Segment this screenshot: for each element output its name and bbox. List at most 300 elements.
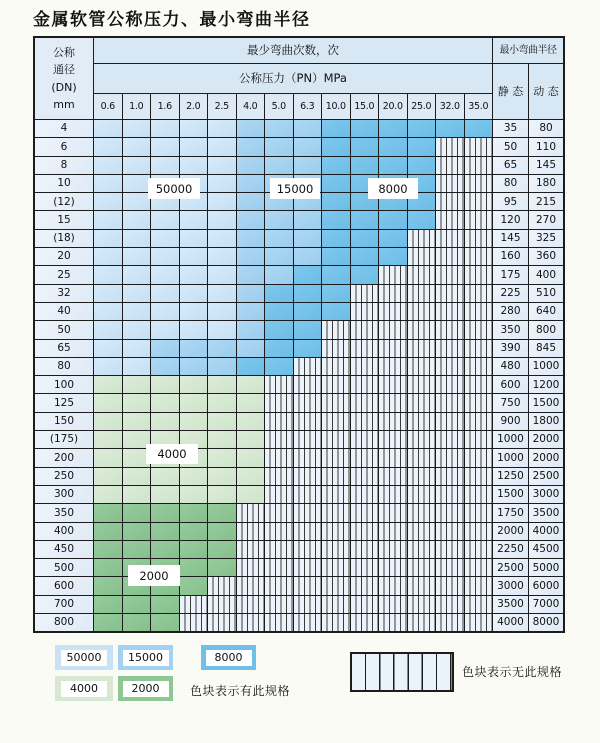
no-spec-cell — [351, 285, 379, 302]
spec-cell — [265, 266, 293, 283]
no-spec-cell — [294, 468, 322, 485]
no-spec-cell — [322, 486, 350, 503]
dn-cell: 450 — [35, 541, 93, 558]
dynamic-value-cell: 2000 — [529, 431, 563, 448]
no-spec-cell — [379, 596, 407, 613]
spec-cell — [208, 523, 236, 540]
dynamic-value-cell: 1500 — [529, 394, 563, 411]
spec-cell — [379, 211, 407, 228]
no-spec-cell — [265, 577, 293, 594]
page-title: 金属软管公称压力、最小弯曲半径 — [33, 10, 311, 30]
spec-cell — [94, 285, 122, 302]
no-spec-cell — [408, 230, 436, 247]
dynamic-value-cell: 400 — [529, 266, 563, 283]
spec-cell — [94, 431, 122, 448]
spec-cell — [322, 193, 350, 210]
legend-swatch-4000 — [55, 676, 113, 701]
spec-cell — [151, 138, 179, 155]
spec-cell — [322, 211, 350, 228]
static-value-cell: 3500 — [493, 596, 528, 613]
no-spec-cell — [294, 614, 322, 631]
no-spec-cell — [322, 376, 350, 393]
legend-swatch-50000 — [55, 645, 113, 670]
dynamic-value-cell: 2000 — [529, 449, 563, 466]
no-spec-cell — [379, 340, 407, 357]
no-spec-cell — [294, 394, 322, 411]
dynamic-value-cell: 2500 — [529, 468, 563, 485]
no-spec-cell — [294, 431, 322, 448]
no-spec-cell — [408, 394, 436, 411]
no-spec-cell — [237, 523, 265, 540]
no-spec-cell — [465, 577, 493, 594]
spec-cell — [151, 303, 179, 320]
no-spec-cell — [408, 431, 436, 448]
spec-cell — [208, 486, 236, 503]
no-spec-cell — [465, 321, 493, 338]
header-bend-cycles: 最少弯曲次数，次 — [94, 38, 492, 63]
no-spec-cell — [436, 340, 464, 357]
spec-cell — [94, 468, 122, 485]
static-value-cell: 1250 — [493, 468, 528, 485]
no-spec-cell — [208, 614, 236, 631]
no-spec-cell — [265, 431, 293, 448]
no-spec-cell — [408, 358, 436, 375]
dn-cell: 100 — [35, 376, 93, 393]
spec-cell — [265, 157, 293, 174]
static-value-cell: 280 — [493, 303, 528, 320]
spec-cell — [294, 248, 322, 265]
pressure-col-header: 2.0 — [180, 94, 208, 119]
spec-cell — [180, 157, 208, 174]
dynamic-value-cell: 270 — [529, 211, 563, 228]
spec-cell — [237, 157, 265, 174]
no-spec-cell — [351, 614, 379, 631]
no-spec-cell — [322, 596, 350, 613]
no-spec-cell — [322, 358, 350, 375]
no-spec-cell — [351, 376, 379, 393]
no-spec-cell — [265, 523, 293, 540]
spec-cell — [294, 321, 322, 338]
spec-cell — [322, 230, 350, 247]
no-spec-cell — [265, 449, 293, 466]
no-spec-cell — [436, 504, 464, 521]
dn-cell: 700 — [35, 596, 93, 613]
spec-cell — [151, 523, 179, 540]
spec-cell — [265, 120, 293, 137]
no-spec-cell — [436, 157, 464, 174]
spec-cell — [465, 120, 493, 137]
static-value-cell: 1000 — [493, 449, 528, 466]
spec-cell — [379, 120, 407, 137]
spec-cell — [237, 431, 265, 448]
spec-cell — [379, 248, 407, 265]
spec-cell — [94, 504, 122, 521]
no-spec-cell — [436, 468, 464, 485]
no-spec-cell — [436, 431, 464, 448]
legend-value-4000: 4000 — [61, 681, 107, 697]
legend-no-spec-text: 色块表示无此规格 — [462, 665, 563, 679]
no-spec-cell — [465, 468, 493, 485]
no-spec-cell — [379, 394, 407, 411]
header-static: 静 态 — [493, 64, 528, 119]
no-spec-cell — [322, 413, 350, 430]
no-spec-cell — [379, 431, 407, 448]
spec-cell — [208, 193, 236, 210]
spec-cell — [237, 285, 265, 302]
no-spec-cell — [408, 468, 436, 485]
spec-cell — [94, 120, 122, 137]
no-spec-cell — [294, 523, 322, 540]
spec-cell — [123, 504, 151, 521]
static-value-cell: 390 — [493, 340, 528, 357]
spec-cell — [208, 504, 236, 521]
spec-cell — [237, 303, 265, 320]
dynamic-value-cell: 1000 — [529, 358, 563, 375]
no-spec-cell — [465, 614, 493, 631]
spec-cell — [151, 340, 179, 357]
spec-cell — [151, 413, 179, 430]
spec-cell — [123, 120, 151, 137]
no-spec-cell — [351, 523, 379, 540]
spec-cell — [94, 175, 122, 192]
spec-cell — [180, 358, 208, 375]
spec-cell — [408, 138, 436, 155]
no-spec-cell — [379, 413, 407, 430]
no-spec-cell — [465, 596, 493, 613]
spec-cell — [151, 614, 179, 631]
no-spec-cell — [294, 577, 322, 594]
no-spec-cell — [465, 394, 493, 411]
pressure-col-header: 2.5 — [208, 94, 236, 119]
dn-cell: 40 — [35, 303, 93, 320]
spec-cell — [237, 211, 265, 228]
spec-cell — [322, 157, 350, 174]
no-spec-cell — [465, 175, 493, 192]
pressure-col-header: 6.3 — [294, 94, 322, 119]
no-spec-cell — [322, 577, 350, 594]
dn-cell: 500 — [35, 559, 93, 576]
spec-cell — [151, 120, 179, 137]
corner-line-3: (DN) — [51, 80, 77, 94]
no-spec-cell — [351, 468, 379, 485]
no-spec-cell — [180, 614, 208, 631]
dynamic-value-cell: 80 — [529, 120, 563, 137]
static-value-cell: 600 — [493, 376, 528, 393]
no-spec-cell — [208, 596, 236, 613]
header-min-bend-radius: 最小弯曲半径 — [493, 38, 563, 63]
dn-cell: 8 — [35, 157, 93, 174]
spec-cell — [123, 523, 151, 540]
dynamic-value-cell: 7000 — [529, 596, 563, 613]
spec-cell — [208, 120, 236, 137]
no-spec-cell — [322, 321, 350, 338]
spec-cell — [123, 340, 151, 357]
spec-cell — [322, 303, 350, 320]
no-spec-cell — [408, 541, 436, 558]
dn-cell: (12) — [35, 193, 93, 210]
spec-cell — [208, 376, 236, 393]
spec-cell — [151, 486, 179, 503]
dynamic-value-cell: 5000 — [529, 559, 563, 576]
no-spec-cell — [351, 431, 379, 448]
no-spec-cell — [379, 449, 407, 466]
dn-cell: 6 — [35, 138, 93, 155]
spec-cell — [294, 340, 322, 357]
dn-cell: 150 — [35, 413, 93, 430]
spec-cell — [208, 157, 236, 174]
pressure-col-header: 35.0 — [465, 94, 493, 119]
dn-cell: 80 — [35, 358, 93, 375]
static-value-cell: 145 — [493, 230, 528, 247]
dn-cell: 300 — [35, 486, 93, 503]
spec-cell — [208, 175, 236, 192]
spec-cell — [265, 285, 293, 302]
no-spec-cell — [265, 614, 293, 631]
dn-cell: 25 — [35, 266, 93, 283]
spec-cell — [237, 486, 265, 503]
spec-cell — [208, 248, 236, 265]
spec-cell — [151, 596, 179, 613]
pressure-col-header: 1.6 — [151, 94, 179, 119]
no-spec-cell — [351, 577, 379, 594]
no-spec-cell — [265, 559, 293, 576]
no-spec-cell — [322, 523, 350, 540]
no-spec-cell — [322, 468, 350, 485]
no-spec-cell — [465, 376, 493, 393]
dn-cell: 600 — [35, 577, 93, 594]
no-spec-cell — [465, 157, 493, 174]
no-spec-cell — [265, 413, 293, 430]
spec-cell — [94, 449, 122, 466]
spec-cell — [237, 266, 265, 283]
spec-cell — [322, 248, 350, 265]
no-spec-cell — [436, 193, 464, 210]
pressure-col-header: 10.0 — [322, 94, 350, 119]
no-spec-cell — [465, 303, 493, 320]
spec-cell — [123, 211, 151, 228]
spec-cell — [208, 358, 236, 375]
no-spec-cell — [408, 413, 436, 430]
no-spec-cell — [408, 486, 436, 503]
spec-cell — [208, 431, 236, 448]
dn-cell: 250 — [35, 468, 93, 485]
static-value-cell: 1000 — [493, 431, 528, 448]
no-spec-cell — [294, 376, 322, 393]
dn-cell: 4 — [35, 120, 93, 137]
dn-cell: 50 — [35, 321, 93, 338]
spec-cell — [180, 394, 208, 411]
no-spec-cell — [408, 340, 436, 357]
spec-cell — [208, 468, 236, 485]
spec-cell — [180, 303, 208, 320]
static-value-cell: 50 — [493, 138, 528, 155]
spec-cell — [151, 266, 179, 283]
spec-cell — [180, 211, 208, 228]
dynamic-value-cell: 145 — [529, 157, 563, 174]
no-spec-cell — [265, 468, 293, 485]
no-spec-cell — [436, 449, 464, 466]
no-spec-cell — [436, 358, 464, 375]
spec-cell — [94, 358, 122, 375]
no-spec-cell — [379, 376, 407, 393]
dynamic-value-cell: 1800 — [529, 413, 563, 430]
no-spec-cell — [465, 486, 493, 503]
spec-cell — [151, 376, 179, 393]
pressure-col-header: 4.0 — [237, 94, 265, 119]
dn-cell: 200 — [35, 449, 93, 466]
no-spec-cell — [351, 413, 379, 430]
spec-cell — [265, 321, 293, 338]
no-spec-cell — [408, 559, 436, 576]
spec-cell — [151, 248, 179, 265]
no-spec-cell — [351, 449, 379, 466]
no-spec-cell — [322, 541, 350, 558]
spec-cell — [123, 358, 151, 375]
no-spec-cell — [465, 559, 493, 576]
dynamic-value-cell: 1200 — [529, 376, 563, 393]
dynamic-value-cell: 110 — [529, 138, 563, 155]
spec-cell — [208, 413, 236, 430]
no-spec-cell — [294, 358, 322, 375]
spec-cell — [237, 138, 265, 155]
static-value-cell: 900 — [493, 413, 528, 430]
no-spec-cell — [379, 504, 407, 521]
spec-cell — [123, 468, 151, 485]
pressure-col-header: 5.0 — [265, 94, 293, 119]
spec-cell — [322, 120, 350, 137]
zone-label-2000: 2000 — [128, 565, 180, 586]
legend-no-spec-swatch — [350, 652, 454, 692]
no-spec-cell — [351, 559, 379, 576]
no-spec-cell — [237, 559, 265, 576]
spec-cell — [265, 303, 293, 320]
no-spec-cell — [436, 248, 464, 265]
no-spec-cell — [265, 486, 293, 503]
no-spec-cell — [436, 175, 464, 192]
no-spec-cell — [351, 504, 379, 521]
no-spec-cell — [294, 541, 322, 558]
spec-cell — [294, 138, 322, 155]
spec-cell — [94, 230, 122, 247]
zone-label-4000: 4000 — [146, 444, 198, 464]
spec-cell — [237, 248, 265, 265]
spec-cell — [237, 449, 265, 466]
dynamic-value-cell: 8000 — [529, 614, 563, 631]
spec-cell — [151, 157, 179, 174]
spec-cell — [123, 175, 151, 192]
dynamic-value-cell: 215 — [529, 193, 563, 210]
spec-cell — [322, 175, 350, 192]
no-spec-cell — [436, 577, 464, 594]
legend-value-15000: 15000 — [123, 650, 169, 666]
spec-cell — [180, 120, 208, 137]
spec-cell — [408, 157, 436, 174]
spec-table — [33, 36, 565, 633]
spec-cell — [265, 358, 293, 375]
spec-cell — [237, 413, 265, 430]
no-spec-cell — [265, 504, 293, 521]
corner-header-dn — [35, 38, 93, 119]
spec-cell — [208, 449, 236, 466]
spec-cell — [123, 230, 151, 247]
spec-cell — [237, 230, 265, 247]
no-spec-cell — [408, 614, 436, 631]
no-spec-cell — [436, 230, 464, 247]
no-spec-cell — [465, 504, 493, 521]
no-spec-cell — [436, 321, 464, 338]
spec-cell — [123, 614, 151, 631]
spec-cell — [180, 504, 208, 521]
dn-cell: 65 — [35, 340, 93, 357]
no-spec-cell — [465, 358, 493, 375]
no-spec-cell — [351, 596, 379, 613]
no-spec-cell — [465, 541, 493, 558]
no-spec-cell — [379, 285, 407, 302]
spec-cell — [94, 211, 122, 228]
legend-has-spec-text: 色块表示有此规格 — [190, 684, 291, 698]
corner-line-1: 公称 — [52, 46, 75, 60]
dynamic-value-cell: 360 — [529, 248, 563, 265]
no-spec-cell — [465, 340, 493, 357]
spec-cell — [123, 285, 151, 302]
header-nominal-pressure: 公称压力（PN）MPa — [94, 64, 492, 93]
static-value-cell: 350 — [493, 321, 528, 338]
static-value-cell: 2000 — [493, 523, 528, 540]
static-value-cell: 225 — [493, 285, 528, 302]
no-spec-cell — [436, 541, 464, 558]
dn-cell: (175) — [35, 431, 93, 448]
spec-cell — [237, 120, 265, 137]
no-spec-cell — [436, 138, 464, 155]
no-spec-cell — [294, 449, 322, 466]
no-spec-cell — [465, 230, 493, 247]
no-spec-cell — [237, 596, 265, 613]
dn-cell: 350 — [35, 504, 93, 521]
spec-cell — [237, 193, 265, 210]
spec-cell — [180, 559, 208, 576]
spec-cell — [180, 413, 208, 430]
spec-cell — [294, 230, 322, 247]
no-spec-cell — [322, 394, 350, 411]
no-spec-cell — [294, 413, 322, 430]
spec-cell — [237, 394, 265, 411]
dn-cell: 125 — [35, 394, 93, 411]
static-value-cell: 1750 — [493, 504, 528, 521]
spec-cell — [151, 504, 179, 521]
spec-cell — [208, 559, 236, 576]
spec-cell — [180, 541, 208, 558]
no-spec-cell — [379, 358, 407, 375]
spec-cell — [351, 120, 379, 137]
spec-cell — [94, 248, 122, 265]
spec-cell — [436, 120, 464, 137]
no-spec-cell — [265, 596, 293, 613]
spec-cell — [180, 138, 208, 155]
spec-cell — [94, 376, 122, 393]
spec-cell — [180, 577, 208, 594]
zone-label-8000: 8000 — [368, 178, 418, 199]
spec-cell — [180, 285, 208, 302]
no-spec-cell — [351, 486, 379, 503]
spec-cell — [123, 376, 151, 393]
legend-swatch-8000 — [201, 645, 256, 670]
no-spec-cell — [379, 321, 407, 338]
static-value-cell: 2250 — [493, 541, 528, 558]
no-spec-cell — [408, 596, 436, 613]
no-spec-cell — [322, 449, 350, 466]
spec-cell — [94, 321, 122, 338]
spec-cell — [294, 211, 322, 228]
